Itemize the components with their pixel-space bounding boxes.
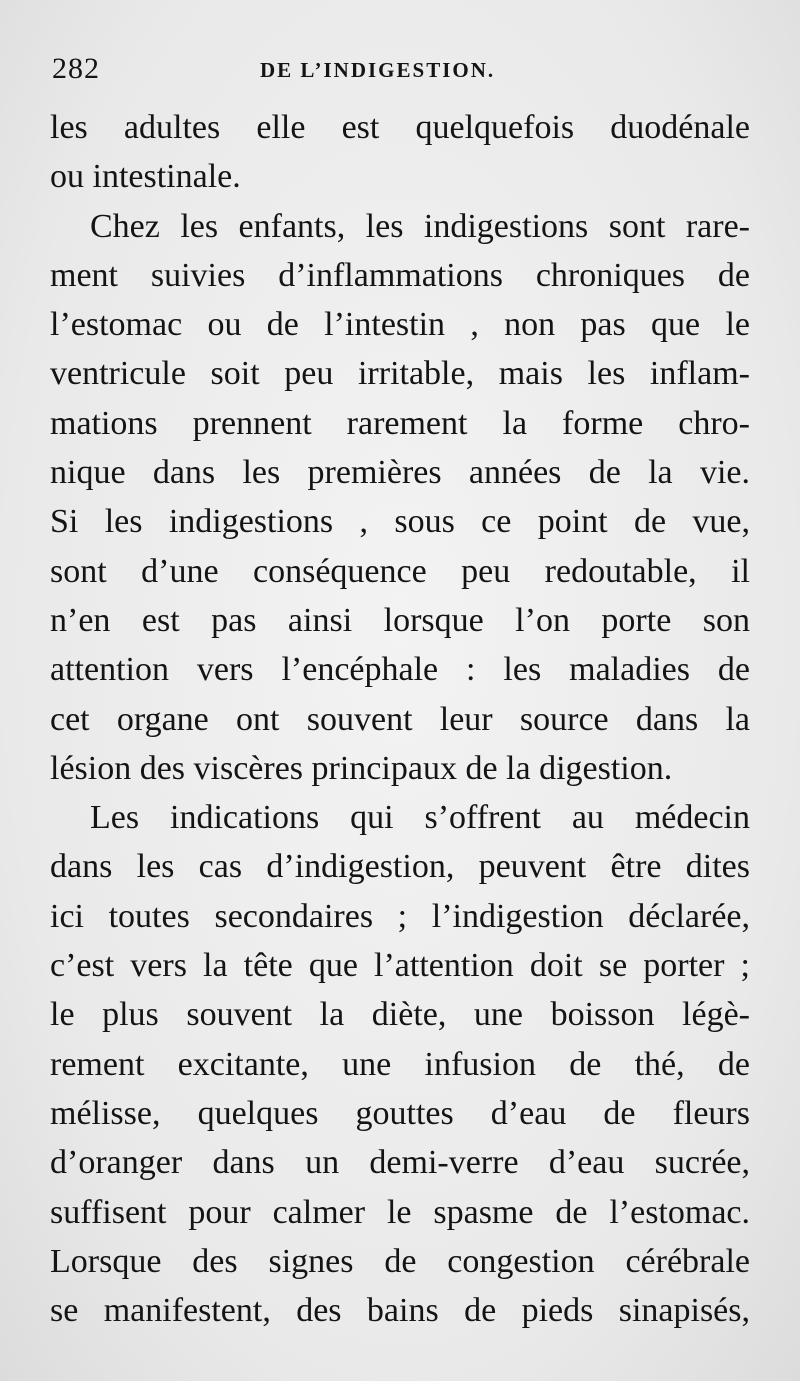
text-line: le plus souvent la diète, une boisson légè- <box>50 996 750 1034</box>
text-line: Lorsque des signes de congestion cérébrale <box>50 1242 750 1280</box>
text-line: ou intestinale. <box>50 158 241 196</box>
text-line: se manifestent, des bains de pieds sinapisés, <box>50 1292 750 1330</box>
text-line: les adultes elle est quelquefois duodénale <box>50 109 750 146</box>
page-number: 282 <box>52 52 100 85</box>
text-line: cet organe ont souvent leur source dans la <box>50 700 750 738</box>
body-text <box>50 103 750 1335</box>
text-line: mations prennent rarement la forme chro- <box>50 404 750 442</box>
text-line: ment suivies d’inflammations chroniques de <box>50 256 750 294</box>
text-line: nique dans les premières années de la vie. <box>50 454 750 492</box>
text-line: lésion des viscères principaux de la digestion. <box>50 749 673 787</box>
text-line: suffisent pour calmer le spasme de l’estomac. <box>50 1193 750 1231</box>
paragraph-start-line: Chez les enfants, les indigestions sont rare- <box>90 207 750 245</box>
text-line: rement excitante, une infusion de thé, de <box>50 1045 750 1083</box>
text-line: n’en est pas ainsi lorsque l’on porte son <box>50 601 750 639</box>
text-line: mélisse, quelques gouttes d’eau de fleurs <box>50 1094 750 1132</box>
text-line: Si les indigestions , sous ce point de vue, <box>50 503 750 541</box>
text-line: d’oranger dans un demi-verre d’eau sucrée, <box>50 1144 750 1182</box>
text-line: c’est vers la tête que l’attention doit se porter ; <box>50 947 750 985</box>
text-line: ventricule soit peu irritable, mais les inflam- <box>50 355 750 393</box>
running-title: DE L’INDIGESTION. <box>260 58 496 82</box>
text-line: l’estomac ou de l’intestin , non pas que le <box>50 306 750 344</box>
text-line: sont d’une conséquence peu redoutable, il <box>50 552 750 590</box>
paragraph-start-line: Les indications qui s’offrent au médecin <box>90 799 750 837</box>
text-line: ici toutes secondaires ; l’indigestion déclarée, <box>50 897 750 935</box>
text-line: dans les cas d’indigestion, peuvent être dites <box>50 848 750 886</box>
page-header <box>52 52 752 92</box>
text-line: attention vers l’encéphale : les maladies de <box>50 651 750 689</box>
